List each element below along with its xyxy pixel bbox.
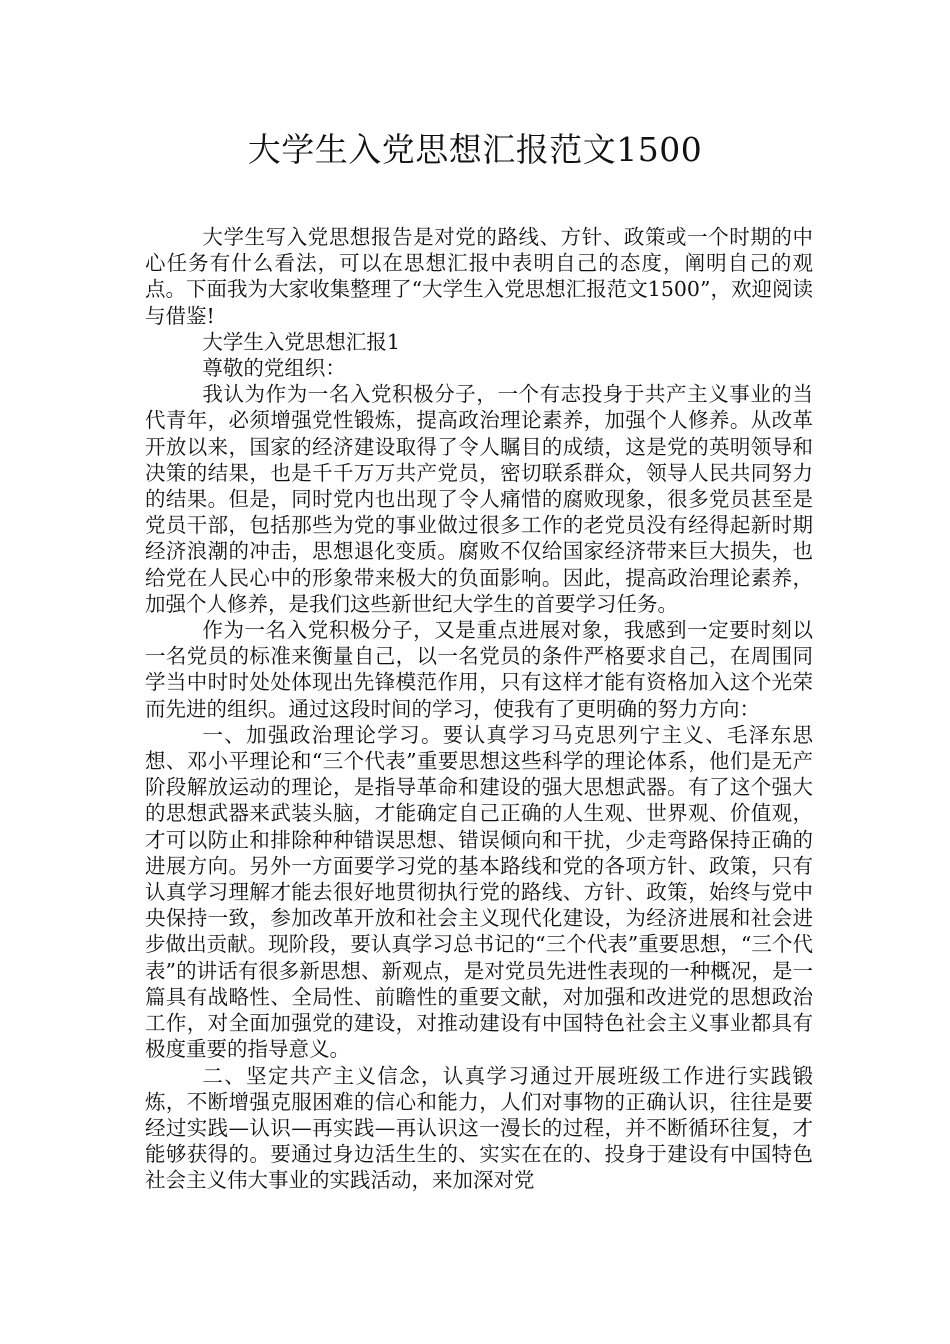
document-body bbox=[145, 224, 813, 1194]
salutation: 尊敬的党组织： bbox=[202, 356, 346, 381]
body-paragraph: 一、加强政治理论学习。要认真学习马克思列宁主义、毛泽东思想、邓小平理论和“三个代表”重要思想这些科学的理论体系，他们是无产阶段解放运动的理论，是指导革命和建设的强大思想武器。有了这个强大的思想武器来武装头脑，才能确定自己正确的人生观、世界观、价值观，才可以防止和排除种种错误思想、错误倾向和干扰，少走弯路保持正确的进展方向。另外一方面要学习党的基本路线和党的各项方针、政策，只有认真学习理解才能去很好地贯彻执行党的路线、方针、政策，始终与党中央保持一致，参加改革开放和社会主义现代化建设，为经济进展和社会进步做出贡献。现阶段，要认真学习总书记的“三个代表”重要思想，“三个代表”的讲话有很多新思想、新观点，是对党员先进性表现的一种概况，是一篇具有战略性、全局性、前瞻性的重要文献，对加强和改进党的思想政治工作，对全面加强党的建设，对推动建设有中国特色社会主义事业都具有极度重要的指导意义。 bbox=[145, 722, 813, 1062]
intro-paragraph: 大学生写入党思想报告是对党的路线、方针、政策或一个时期的中心任务有什么看法，可以在思想汇报中表明自己的态度，阐明自己的观点。下面我为大家收集整理了“大学生入党思想汇报范文1500”，欢迎阅读与借鉴! bbox=[145, 225, 813, 328]
section-heading: 大学生入党思想汇报1 bbox=[202, 329, 400, 354]
body-paragraph: 我认为作为一名入党积极分子，一个有志投身于共产主义事业的当代青年，必须增强党性锻炼，提高政治理论素养，加强个人修养。从改革开放以来，国家的经济建设取得了令人瞩目的成绩，这是党的英明领导和决策的结果，也是千千万万共产党员，密切联系群众，领导人民共同努力的结果。但是，同时党内也出现了令人痛惜的腐败现象，很多党员甚至是党员干部，包括那些为党的事业做过很多工作的老党员没有经得起新时期经济浪潮的冲击，思想退化变质。腐败不仅给国家经济带来巨大损失，也给党在人民心中的形象带来极大的负面影响。因此，提高政治理论素养，加强个人修养，是我们这些新世纪大学生的首要学习任务。 bbox=[145, 382, 813, 616]
body-paragraph: 二、坚定共产主义信念，认真学习通过开展班级工作进行实践锻炼，不断增强克服困难的信心和能力，人们对事物的正确认识，往往是要经过实践—认识—再实践—再认识这一漫长的过程，并不断循环往复，才能够获得的。要通过身边活生生的、实实在在的、投身于建设有中国特色社会主义伟大事业的实践活动，来加深对党 bbox=[145, 1063, 813, 1193]
document-title: 大学生入党思想汇报范文1500 bbox=[247, 130, 703, 169]
body-paragraph: 作为一名入党积极分子，又是重点进展对象，我感到一定要时刻以一名党员的标准来衡量自己，以一名党员的条件严格要求自己，在周围同学当中时时处处体现出先锋模范作用，只有这样才能有资格加入这个光荣而先进的组织。通过这段时间的学习，使我有了更明确的努力方向： bbox=[145, 618, 813, 721]
